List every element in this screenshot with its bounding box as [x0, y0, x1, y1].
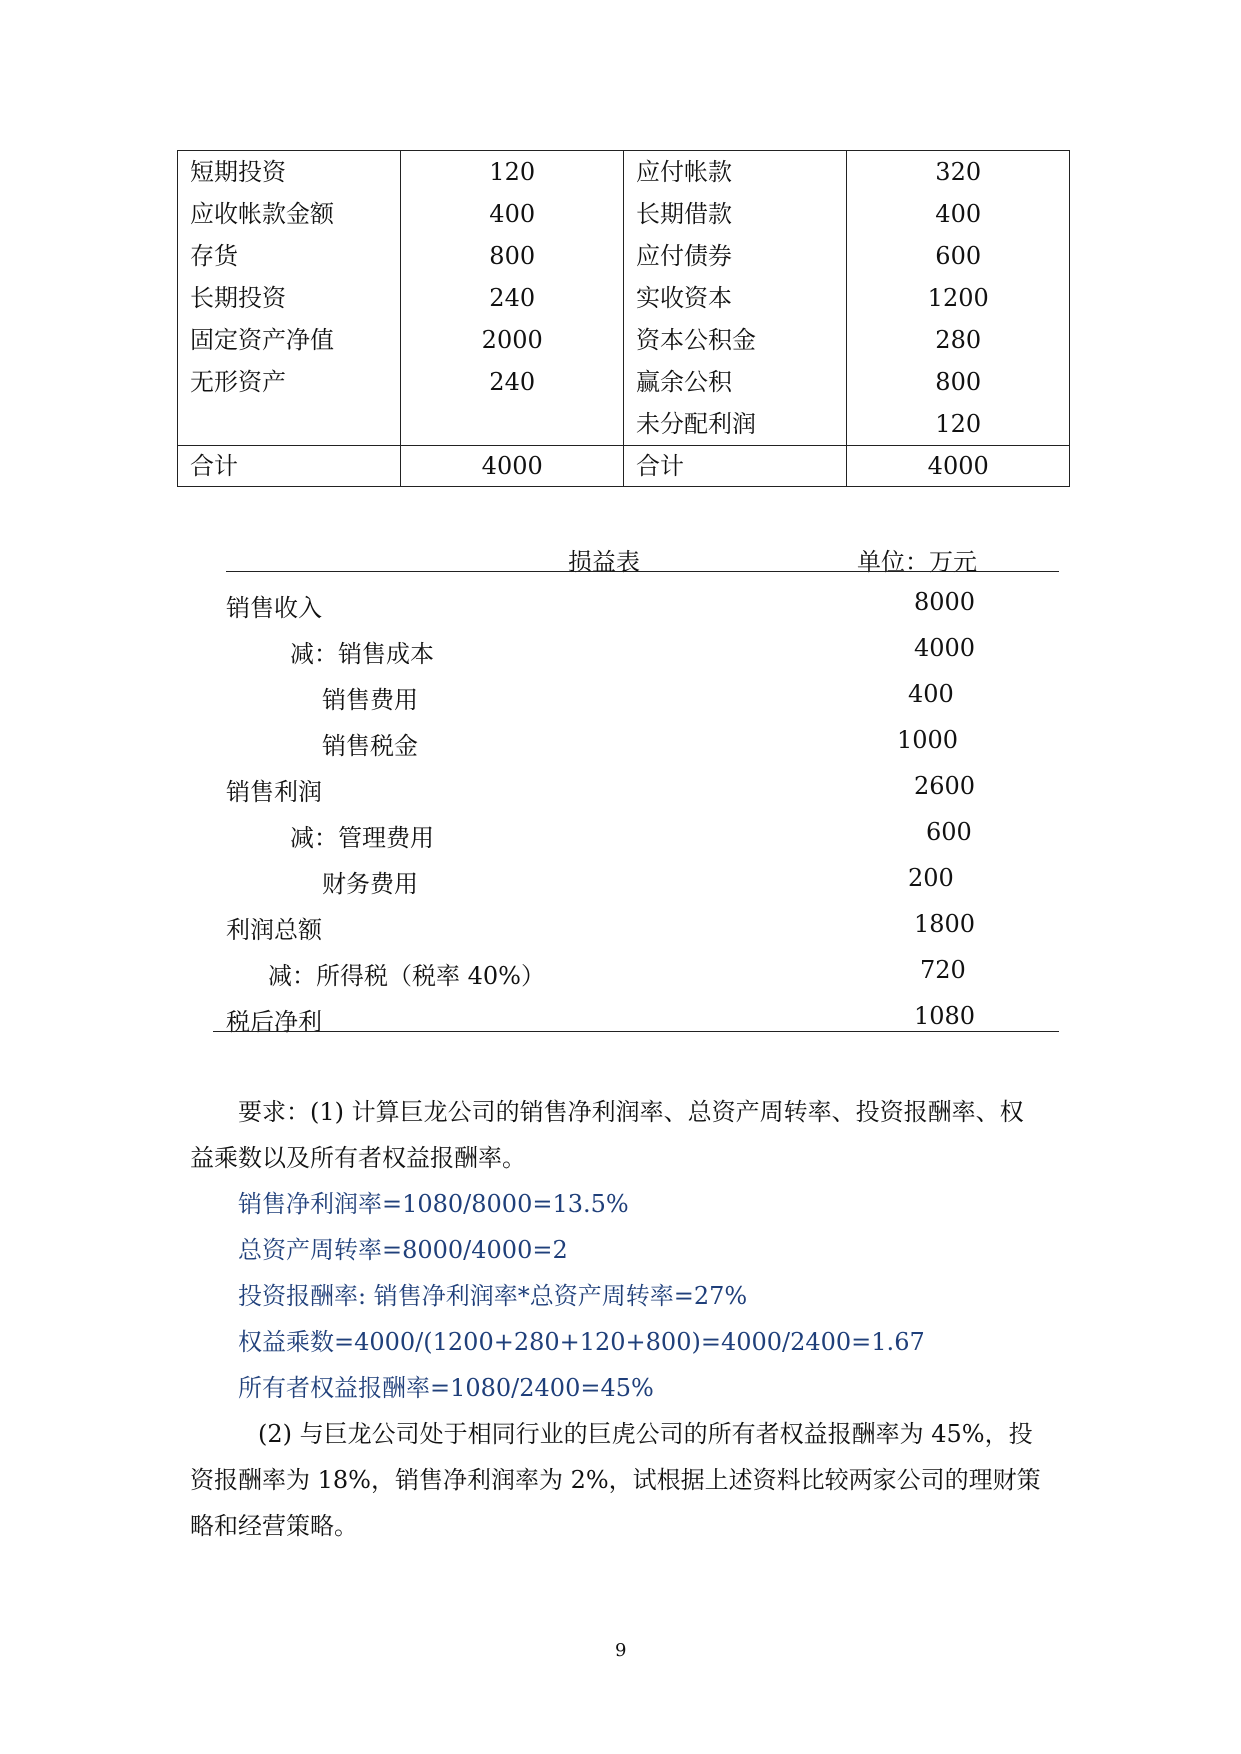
asset-value: 800: [489, 242, 536, 270]
total-left-value: 4000: [401, 446, 624, 487]
footer-rule: [213, 1031, 1059, 1032]
is-row-value: 1080: [914, 1002, 976, 1030]
liability-label: 赢余公积: [635, 368, 732, 396]
asset-value: 400: [489, 200, 536, 228]
requirement-2-line-2: 资报酬率为 18%，销售净利润率为 2%，试根据上述资料比较两家公司的理财策: [190, 1466, 1041, 1494]
liability-labels: [623, 151, 846, 446]
is-row-label: 销售税金: [322, 732, 418, 760]
requirement-1-line-1: 要求：(1) 计算巨龙公司的销售净利润率、总资产周转率、投资报酬率、权: [238, 1098, 1024, 1126]
asset-value: 240: [489, 368, 536, 396]
answer-line: 总资产周转率=8000/4000=2: [238, 1236, 568, 1264]
liability-label: 未分配利润: [635, 410, 756, 438]
total-left-label: 合计: [178, 446, 401, 487]
page-number: 9: [615, 1640, 627, 1661]
total-right-value: 4000: [847, 446, 1070, 487]
is-row-label: 销售费用: [322, 686, 418, 714]
income-statement-unit: 单位：万元: [857, 548, 977, 576]
is-row-label: 销售利润: [226, 778, 322, 806]
is-row-value: 400: [908, 680, 954, 708]
answer-line: 所有者权益报酬率=1080/2400=45%: [238, 1374, 654, 1402]
liability-value: 280: [935, 326, 982, 354]
liability-value: 1200: [927, 284, 989, 312]
requirement-2-line-1: (2) 与巨龙公司处于相同行业的巨虎公司的所有者权益报酬率为 45%，投: [258, 1420, 1033, 1448]
is-row-value: 4000: [914, 634, 976, 662]
is-row-value: 1000: [897, 726, 959, 754]
asset-label: 应收帐款金额: [190, 200, 334, 228]
asset-label: 固定资产净值: [190, 326, 334, 354]
assets-values: [401, 151, 624, 446]
empty-cell: [413, 403, 611, 445]
header-rule: [226, 571, 1059, 572]
income-statement-title: 损益表: [568, 548, 640, 576]
liability-value: 120: [935, 410, 982, 438]
answer-line: 销售净利润率=1080/8000=13.5%: [238, 1190, 629, 1218]
is-row-value: 200: [908, 864, 954, 892]
is-row-label: 利润总额: [226, 916, 322, 944]
liability-values: [847, 151, 1070, 446]
total-right-label: 合计: [623, 446, 846, 487]
balance-sheet-total-row: [178, 446, 1070, 487]
answer-line: 投资报酬率: 销售净利润率*总资产周转率=27%: [238, 1282, 748, 1310]
asset-label: 存货: [190, 242, 238, 270]
asset-label: 无形资产: [190, 368, 286, 396]
requirement-2-line-3: 略和经营策略。: [190, 1512, 358, 1540]
is-row-label: 减：所得税（税率 40%）: [268, 962, 545, 990]
is-row-value: 1800: [914, 910, 976, 938]
empty-cell: [190, 403, 388, 445]
asset-value: 240: [489, 284, 536, 312]
liability-value: 320: [935, 158, 982, 186]
balance-sheet-body: [178, 151, 1070, 446]
liability-label: 实收资本: [635, 284, 732, 312]
is-row-value: 600: [926, 818, 972, 846]
asset-label: 长期投资: [190, 284, 286, 312]
is-row-label: 税后净利: [226, 1008, 322, 1036]
liability-label: 资本公积金: [635, 326, 756, 354]
assets-labels: [178, 151, 401, 446]
asset-value: 2000: [481, 326, 543, 354]
is-row-value: 2600: [914, 772, 976, 800]
liability-value: 600: [935, 242, 982, 270]
liability-label: 长期借款: [635, 200, 732, 228]
asset-value: 120: [489, 158, 536, 186]
is-row-label: 减：销售成本: [290, 640, 434, 668]
is-row-value: 720: [920, 956, 966, 984]
is-row-label: 销售收入: [226, 594, 322, 622]
is-row-label: 财务费用: [322, 870, 418, 898]
asset-label: 短期投资: [190, 158, 286, 186]
is-row-label: 减：管理费用: [290, 824, 434, 852]
answer-line: 权益乘数=4000/(1200+280+120+800)=4000/2400=1.67: [238, 1328, 925, 1356]
is-row-value: 8000: [914, 588, 976, 616]
liability-value: 800: [935, 368, 982, 396]
balance-sheet-table: [177, 150, 1070, 487]
liability-value: 400: [935, 200, 982, 228]
liability-label: 应付债券: [635, 242, 732, 270]
liability-label: 应付帐款: [635, 158, 732, 186]
requirement-1-line-2: 益乘数以及所有者权益报酬率。: [190, 1144, 526, 1172]
